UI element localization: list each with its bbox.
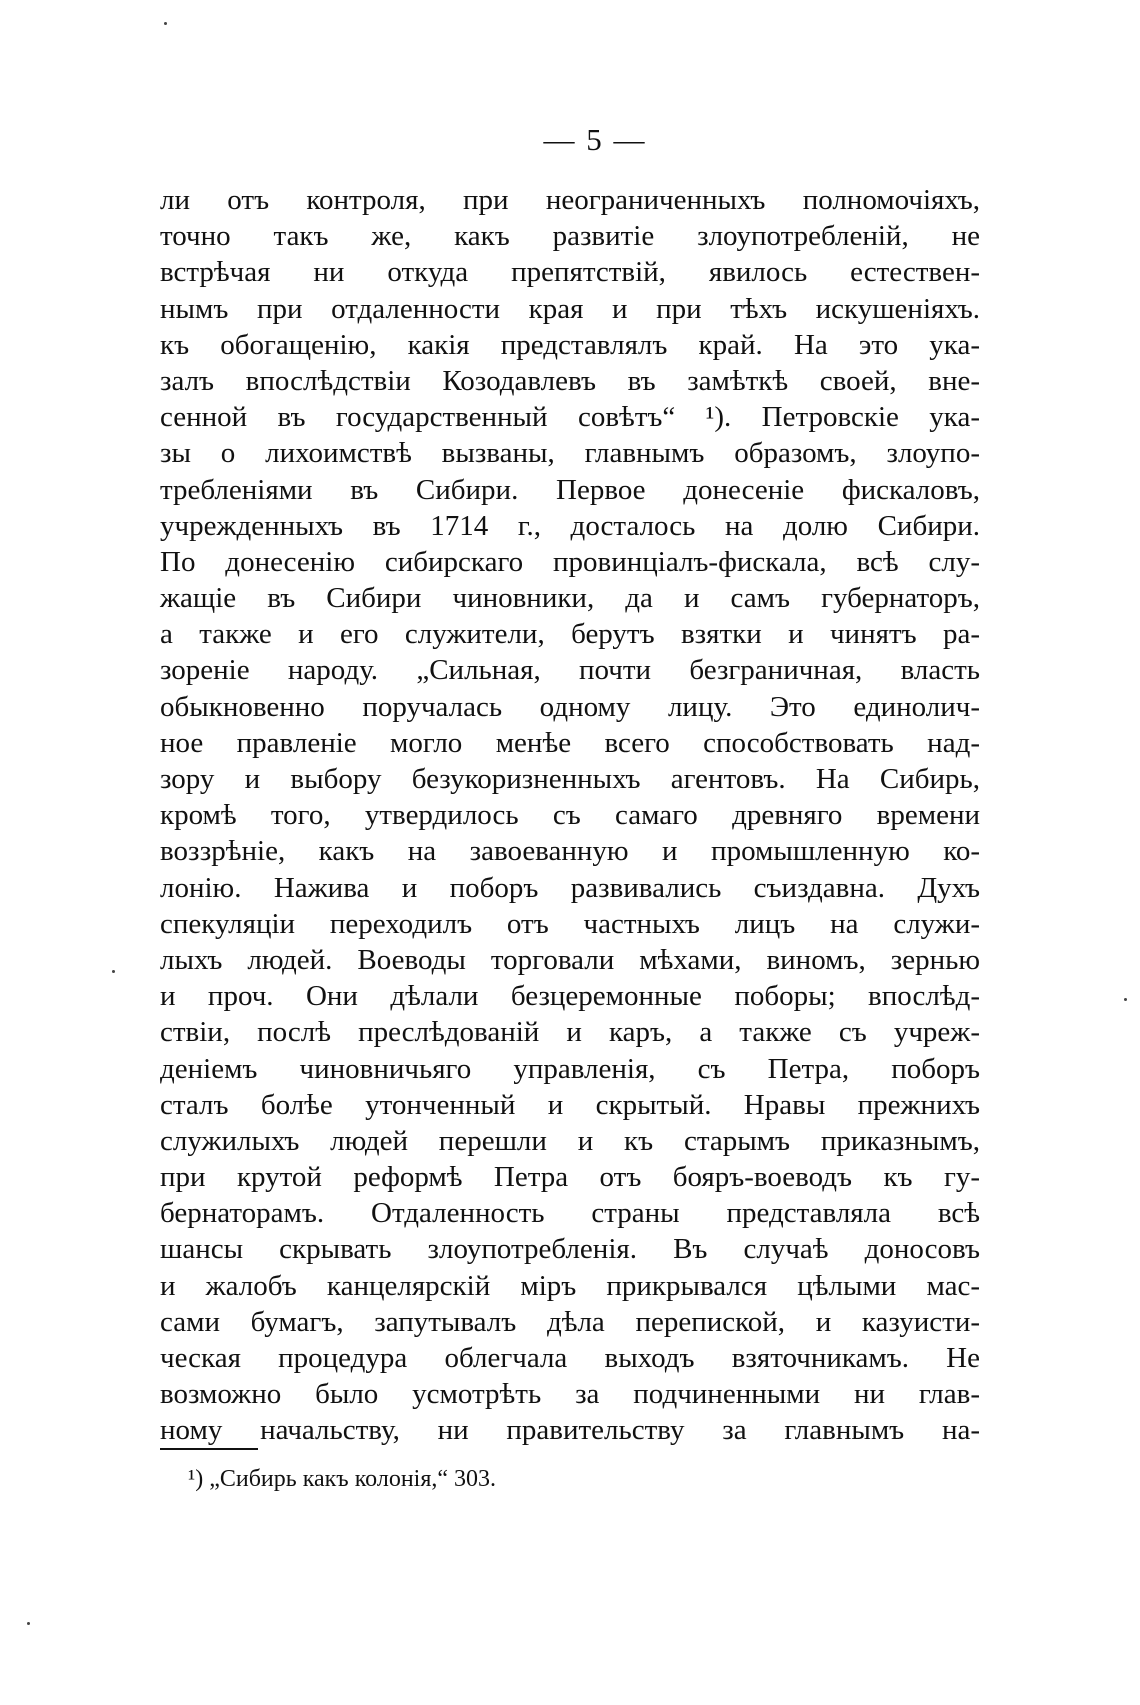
footnote-divider <box>160 1448 258 1450</box>
text-line: воззрѣніе, какъ на завоеванную и промышленную ко- <box>160 835 980 868</box>
text-line: зору и выбору безукоризненныхъ агентовъ. На Сибирь, <box>160 763 980 795</box>
text-line: лыхъ людей. Воеводы торговали мѣхами, виномъ, зернью <box>160 943 980 976</box>
text-line: деніемъ чиновничьяго управленія, съ Петра, поборъ <box>160 1052 980 1085</box>
text-line: учрежденныхъ въ 1714 г., досталось на долю Сибири. <box>160 509 980 542</box>
text-line: спекуляціи переходилъ отъ частныхъ лицъ на служи- <box>160 907 980 940</box>
text-line: жащіе въ Сибири чиновники, да и самъ губернаторъ, <box>160 582 980 615</box>
text-line: залъ впослѣдствіи Козодавлевъ въ замѣткѣ своей, вне- <box>160 364 980 397</box>
text-line: ное правленіе могло менѣе всего способствовать над- <box>160 726 980 759</box>
text-line: а также и его служители, берутъ взятки и чинятъ ра- <box>160 618 980 651</box>
paper-speck <box>164 22 167 25</box>
text-line: ному начальству, ни правительству за главнымъ на- <box>160 1414 980 1447</box>
paper-speck <box>27 1622 30 1625</box>
text-line: возможно было усмотрѣть за подчиненными ни глав- <box>160 1378 980 1411</box>
text-line: зореніе народу. „Сильная, почти безграничная, власть <box>160 654 980 687</box>
text-line: обыкновенно поручалась одному лицу. Это единолич- <box>160 690 980 723</box>
text-line: кромѣ того, утвердилось съ самаго древняго времени <box>160 799 980 832</box>
text-line: ческая процедура облегчала выходъ взяточникамъ. Не <box>160 1342 980 1374</box>
text-line: бернаторамъ. Отдаленность страны представляла всѣ <box>160 1197 980 1230</box>
paper-speck <box>1124 998 1127 1001</box>
text-line: зы о лихоимствѣ вызваны, главнымъ образомъ, злоупо- <box>160 437 980 470</box>
text-line: служилыхъ людей перешли и къ старымъ приказнымъ, <box>160 1124 980 1157</box>
text-line: и проч. Они дѣлали безцеремонные поборы; впослѣд- <box>160 980 980 1013</box>
text-line: къ обогащенію, какія представлялъ край. На это ука- <box>160 328 980 361</box>
text-line: лонію. Нажива и поборъ развивались съиздавна. Духъ <box>160 871 980 904</box>
text-line: шансы скрывать злоупотребленія. Въ случаѣ доносовъ <box>160 1233 980 1266</box>
text-line: при крутой реформѣ Петра отъ бояръ-воеводъ къ гу- <box>160 1161 980 1194</box>
footnote: ¹) „Сибирь какъ колонія,“ 303. <box>188 1466 497 1492</box>
text-line: и жалобъ канцелярскій міръ прикрывался цѣлыми мас- <box>160 1269 980 1302</box>
text-line: нымъ при отдаленности края и при тѣхъ искушеніяхъ. <box>160 292 980 325</box>
paper-speck <box>112 970 115 973</box>
page-number: — 5 — <box>543 122 647 157</box>
text-line: ствіи, послѣ преслѣдованій и каръ, а также съ учреж- <box>160 1016 980 1049</box>
text-line: сенной въ государственный совѣтъ“ ¹). Петровскіе ука- <box>160 401 980 434</box>
text-line: ли отъ контроля, при неограниченныхъ полномочіяхъ, <box>160 184 980 216</box>
text-line: сами бумагъ, запутывалъ дѣла перепиской, и казуисти- <box>160 1305 980 1338</box>
text-line: точно такъ же, какъ развитіе злоупотребленій, не <box>160 220 980 253</box>
body-text <box>160 182 980 1449</box>
text-line: встрѣчая ни откуда препятствій, явилось естествен- <box>160 256 980 289</box>
text-line: сталъ болѣе утонченный и скрытый. Нравы прежнихъ <box>160 1088 980 1121</box>
text-line: По донесенію сибирскаго провинціалъ-фискала, всѣ слу- <box>160 545 980 578</box>
text-line: требленіями въ Сибири. Первое донесеніе фискаловъ, <box>160 473 980 506</box>
